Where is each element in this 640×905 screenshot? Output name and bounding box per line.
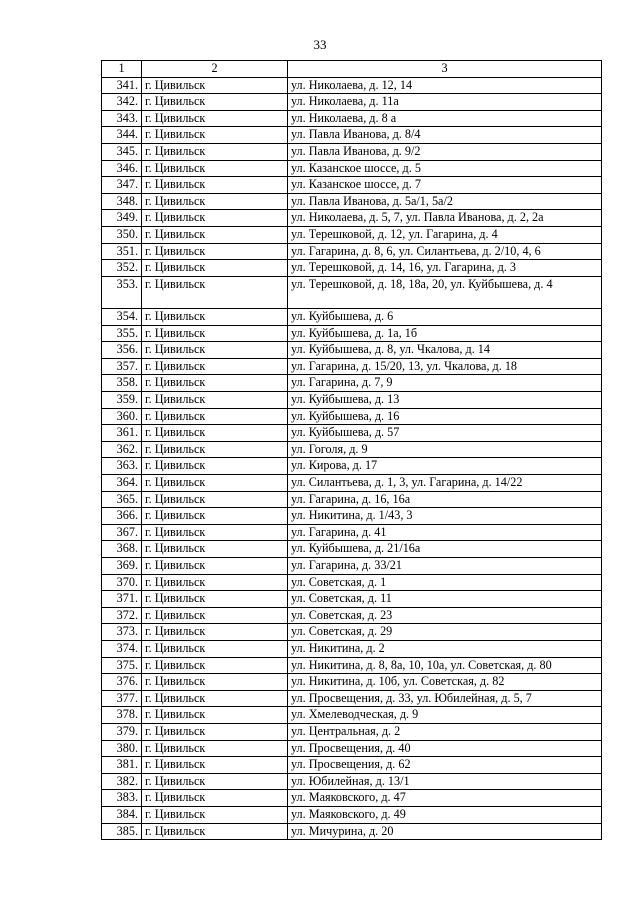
table-row xyxy=(102,773,602,790)
row-number: 378. xyxy=(102,707,142,724)
row-number: 373. xyxy=(102,624,142,641)
table-row xyxy=(102,392,602,409)
locality-cell: г. Цивильск xyxy=(142,640,288,657)
locality-cell: г. Цивильск xyxy=(142,674,288,691)
row-number: 361. xyxy=(102,425,142,442)
street-address-cell: ул. Николаева, д. 8 а xyxy=(288,110,602,127)
street-address-cell: ул. Павла Иванова, д. 9/2 xyxy=(288,143,602,160)
locality-cell: г. Цивильск xyxy=(142,657,288,674)
column-header-locality: 2 xyxy=(142,61,288,78)
row-number: 342. xyxy=(102,94,142,111)
locality-cell: г. Цивильск xyxy=(142,740,288,757)
locality-cell: г. Цивильск xyxy=(142,143,288,160)
street-address-cell: ул. Советская, д. 23 xyxy=(288,607,602,624)
table-row xyxy=(102,574,602,591)
row-number: 349. xyxy=(102,210,142,227)
table-row xyxy=(102,226,602,243)
locality-cell: г. Цивильск xyxy=(142,558,288,575)
row-number: 384. xyxy=(102,806,142,823)
street-address-cell: ул. Просвещения, д. 33, ул. Юбилейная, д. 5, 7 xyxy=(288,690,602,707)
row-number: 375. xyxy=(102,657,142,674)
street-address-cell: ул. Терешковой, д. 14, 16, ул. Гагарина, д. 3 xyxy=(288,260,602,277)
street-address-cell: ул. Николаева, д. 12, 14 xyxy=(288,77,602,94)
locality-cell: г. Цивильск xyxy=(142,160,288,177)
street-address-cell: ул. Гагарина, д. 7, 9 xyxy=(288,375,602,392)
table-row xyxy=(102,358,602,375)
table-row xyxy=(102,309,602,326)
street-address-cell: ул. Гоголя, д. 9 xyxy=(288,441,602,458)
column-header-address: 3 xyxy=(288,61,602,78)
street-address-cell: ул. Гагарина, д. 16, 16а xyxy=(288,491,602,508)
street-address-cell: ул. Куйбышева, д. 16 xyxy=(288,408,602,425)
row-number: 365. xyxy=(102,491,142,508)
row-number: 368. xyxy=(102,541,142,558)
locality-cell: г. Цивильск xyxy=(142,127,288,144)
row-number: 357. xyxy=(102,358,142,375)
locality-cell: г. Цивильск xyxy=(142,806,288,823)
row-number: 372. xyxy=(102,607,142,624)
row-number: 348. xyxy=(102,193,142,210)
table-row xyxy=(102,723,602,740)
row-number: 381. xyxy=(102,757,142,774)
street-address-cell: ул. Советская, д. 11 xyxy=(288,591,602,608)
table-row xyxy=(102,541,602,558)
table-row xyxy=(102,193,602,210)
locality-cell: г. Цивильск xyxy=(142,624,288,641)
table-row xyxy=(102,325,602,342)
row-number: 344. xyxy=(102,127,142,144)
table-row xyxy=(102,408,602,425)
locality-cell: г. Цивильск xyxy=(142,607,288,624)
page-number: 33 xyxy=(313,37,327,52)
street-address-cell: ул. Силантьева, д. 1, 3, ул. Гагарина, д. 14/22 xyxy=(288,475,602,492)
street-address-cell: ул. Маяковского, д. 47 xyxy=(288,790,602,807)
street-address-cell: ул. Никитина, д. 8, 8а, 10, 10а, ул. Советская, д. 80 xyxy=(288,657,602,674)
locality-cell: г. Цивильск xyxy=(142,773,288,790)
row-number: 370. xyxy=(102,574,142,591)
row-number: 383. xyxy=(102,790,142,807)
street-address-cell: ул. Гагарина, д. 8, 6, ул. Силантьева, д. 2/10, 4, 6 xyxy=(288,243,602,260)
street-address-cell: ул. Маяковского, д. 49 xyxy=(288,806,602,823)
row-number: 377. xyxy=(102,690,142,707)
locality-cell: г. Цивильск xyxy=(142,541,288,558)
row-number: 363. xyxy=(102,458,142,475)
row-number: 379. xyxy=(102,723,142,740)
locality-cell: г. Цивильск xyxy=(142,342,288,359)
locality-cell: г. Цивильск xyxy=(142,441,288,458)
street-address-cell: ул. Куйбышева, д. 6 xyxy=(288,309,602,326)
locality-cell: г. Цивильск xyxy=(142,574,288,591)
row-number: 354. xyxy=(102,309,142,326)
row-number: 385. xyxy=(102,823,142,840)
table-row xyxy=(102,823,602,840)
table-row xyxy=(102,757,602,774)
table-row xyxy=(102,674,602,691)
street-address-cell: ул. Николаева, д. 11а xyxy=(288,94,602,111)
street-address-cell: ул. Павла Иванова, д. 8/4 xyxy=(288,127,602,144)
table-row xyxy=(102,342,602,359)
column-header-number: 1 xyxy=(102,61,142,78)
row-number: 382. xyxy=(102,773,142,790)
locality-cell: г. Цивильск xyxy=(142,823,288,840)
locality-cell: г. Цивильск xyxy=(142,226,288,243)
table-row xyxy=(102,260,602,277)
locality-cell: г. Цивильск xyxy=(142,591,288,608)
table-row xyxy=(102,375,602,392)
street-address-cell: ул. Никитина, д. 1/43, 3 xyxy=(288,508,602,525)
row-number: 364. xyxy=(102,475,142,492)
locality-cell: г. Цивильск xyxy=(142,723,288,740)
street-address-cell: ул. Мичурина, д. 20 xyxy=(288,823,602,840)
table-row xyxy=(102,707,602,724)
locality-cell: г. Цивильск xyxy=(142,375,288,392)
locality-cell: г. Цивильск xyxy=(142,358,288,375)
locality-cell: г. Цивильск xyxy=(142,193,288,210)
table-row xyxy=(102,160,602,177)
row-number: 356. xyxy=(102,342,142,359)
locality-cell: г. Цивильск xyxy=(142,425,288,442)
locality-cell: г. Цивильск xyxy=(142,260,288,277)
street-address-cell: ул. Хмелеводческая, д. 9 xyxy=(288,707,602,724)
street-address-cell: ул. Кирова, д. 17 xyxy=(288,458,602,475)
locality-cell: г. Цивильск xyxy=(142,276,288,308)
address-table xyxy=(101,60,602,840)
street-address-cell: ул. Никитина, д. 2 xyxy=(288,640,602,657)
table-row xyxy=(102,441,602,458)
street-address-cell: ул. Павла Иванова, д. 5а/1, 5а/2 xyxy=(288,193,602,210)
street-address-cell: ул. Гагарина, д. 41 xyxy=(288,524,602,541)
table-row xyxy=(102,276,602,308)
row-number: 353. xyxy=(102,276,142,308)
table-row xyxy=(102,210,602,227)
street-address-cell: ул. Терешковой, д. 18, 18а, 20, ул. Куйбышева, д. 4 xyxy=(288,276,602,308)
street-address-cell: ул. Гагарина, д. 15/20, 13, ул. Чкалова, д. 18 xyxy=(288,358,602,375)
row-number: 350. xyxy=(102,226,142,243)
locality-cell: г. Цивильск xyxy=(142,690,288,707)
table-header-row xyxy=(102,61,602,78)
table-row xyxy=(102,508,602,525)
locality-cell: г. Цивильск xyxy=(142,790,288,807)
locality-cell: г. Цивильск xyxy=(142,757,288,774)
table-row xyxy=(102,624,602,641)
table-row xyxy=(102,657,602,674)
street-address-cell: ул. Куйбышева, д. 13 xyxy=(288,392,602,409)
locality-cell: г. Цивильск xyxy=(142,491,288,508)
table-row xyxy=(102,740,602,757)
row-number: 352. xyxy=(102,260,142,277)
street-address-cell: ул. Николаева, д. 5, 7, ул. Павла Иванова, д. 2, 2а xyxy=(288,210,602,227)
table-row xyxy=(102,77,602,94)
street-address-cell: ул. Юбилейная, д. 13/1 xyxy=(288,773,602,790)
row-number: 351. xyxy=(102,243,142,260)
row-number: 362. xyxy=(102,441,142,458)
locality-cell: г. Цивильск xyxy=(142,243,288,260)
table-row xyxy=(102,690,602,707)
row-number: 355. xyxy=(102,325,142,342)
street-address-cell: ул. Гагарина, д. 33/21 xyxy=(288,558,602,575)
street-address-cell: ул. Просвещения, д. 62 xyxy=(288,757,602,774)
street-address-cell: ул. Казанское шоссе, д. 7 xyxy=(288,177,602,194)
table-row xyxy=(102,127,602,144)
table-row xyxy=(102,177,602,194)
row-number: 345. xyxy=(102,143,142,160)
locality-cell: г. Цивильск xyxy=(142,325,288,342)
locality-cell: г. Цивильск xyxy=(142,508,288,525)
locality-cell: г. Цивильск xyxy=(142,309,288,326)
row-number: 380. xyxy=(102,740,142,757)
locality-cell: г. Цивильск xyxy=(142,210,288,227)
table-row xyxy=(102,524,602,541)
table-row xyxy=(102,607,602,624)
row-number: 366. xyxy=(102,508,142,525)
table-row xyxy=(102,558,602,575)
street-address-cell: ул. Куйбышева, д. 8, ул. Чкалова, д. 14 xyxy=(288,342,602,359)
table-row xyxy=(102,640,602,657)
locality-cell: г. Цивильск xyxy=(142,94,288,111)
locality-cell: г. Цивильск xyxy=(142,177,288,194)
street-address-cell: ул. Куйбышева, д. 57 xyxy=(288,425,602,442)
street-address-cell: ул. Терешковой, д. 12, ул. Гагарина, д. 4 xyxy=(288,226,602,243)
table-row xyxy=(102,591,602,608)
row-number: 358. xyxy=(102,375,142,392)
locality-cell: г. Цивильск xyxy=(142,458,288,475)
street-address-cell: ул. Просвещения, д. 40 xyxy=(288,740,602,757)
row-number: 371. xyxy=(102,591,142,608)
row-number: 347. xyxy=(102,177,142,194)
locality-cell: г. Цивильск xyxy=(142,707,288,724)
street-address-cell: ул. Куйбышева, д. 21/16а xyxy=(288,541,602,558)
row-number: 374. xyxy=(102,640,142,657)
table-row xyxy=(102,110,602,127)
table-row xyxy=(102,143,602,160)
row-number: 376. xyxy=(102,674,142,691)
table-row xyxy=(102,94,602,111)
row-number: 346. xyxy=(102,160,142,177)
row-number: 367. xyxy=(102,524,142,541)
street-address-cell: ул. Казанское шоссе, д. 5 xyxy=(288,160,602,177)
locality-cell: г. Цивильск xyxy=(142,110,288,127)
locality-cell: г. Цивильск xyxy=(142,524,288,541)
locality-cell: г. Цивильск xyxy=(142,77,288,94)
table-row xyxy=(102,243,602,260)
table-row xyxy=(102,790,602,807)
table-row xyxy=(102,491,602,508)
street-address-cell: ул. Куйбышева, д. 1а, 1б xyxy=(288,325,602,342)
row-number: 343. xyxy=(102,110,142,127)
street-address-cell: ул. Центральная, д. 2 xyxy=(288,723,602,740)
row-number: 360. xyxy=(102,408,142,425)
row-number: 359. xyxy=(102,392,142,409)
street-address-cell: ул. Советская, д. 29 xyxy=(288,624,602,641)
table-body xyxy=(102,77,602,840)
street-address-cell: ул. Никитина, д. 10б, ул. Советская, д. 82 xyxy=(288,674,602,691)
locality-cell: г. Цивильск xyxy=(142,475,288,492)
locality-cell: г. Цивильск xyxy=(142,392,288,409)
street-address-cell: ул. Советская, д. 1 xyxy=(288,574,602,591)
table-row xyxy=(102,475,602,492)
row-number: 341. xyxy=(102,77,142,94)
locality-cell: г. Цивильск xyxy=(142,408,288,425)
table-row xyxy=(102,806,602,823)
table-row xyxy=(102,458,602,475)
row-number: 369. xyxy=(102,558,142,575)
table-row xyxy=(102,425,602,442)
